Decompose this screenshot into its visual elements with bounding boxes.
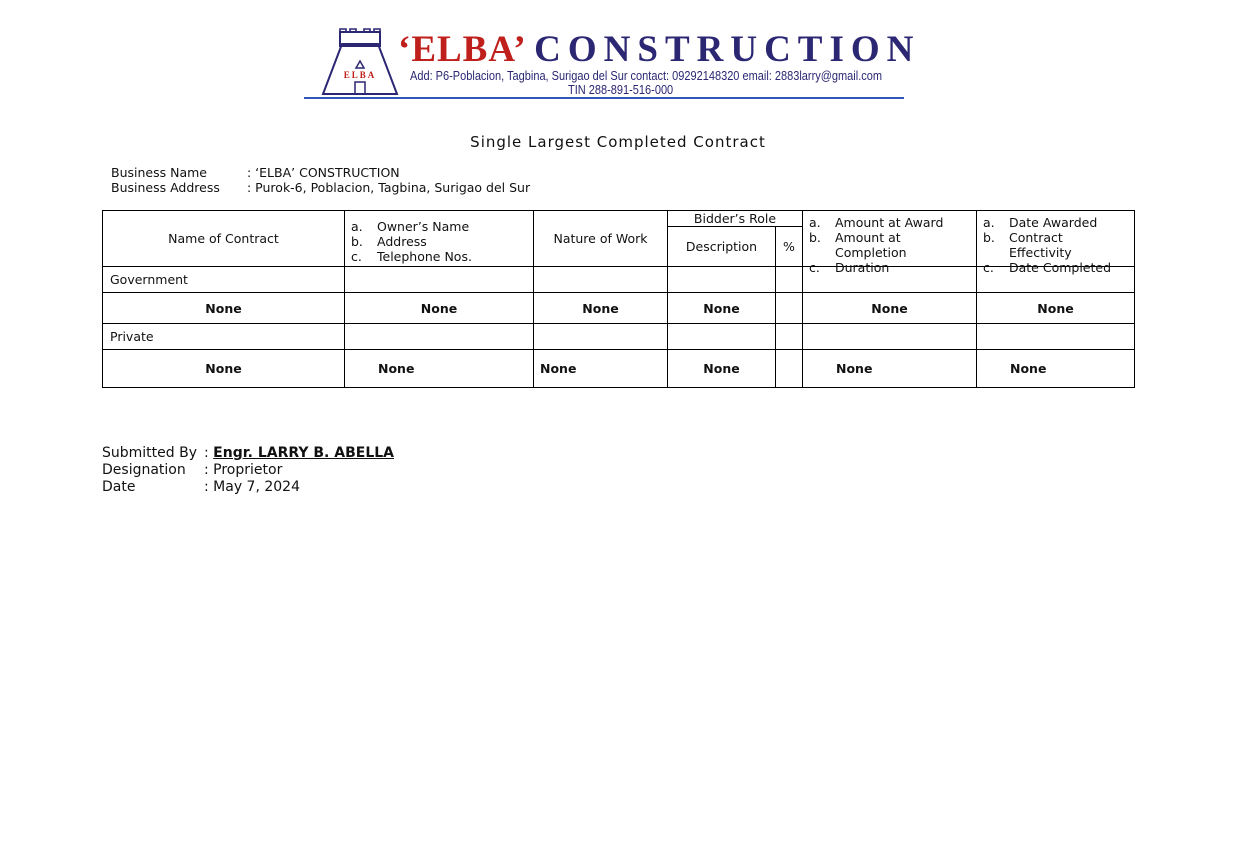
- government-amount: None: [803, 293, 977, 324]
- private-percent: [776, 350, 803, 388]
- designation-value: : Proprietor: [204, 462, 283, 478]
- header-dates: a. Date Awarded b. Contract Effectivity c. Date Completed: [977, 211, 1135, 267]
- government-owner: None: [345, 293, 534, 324]
- submitted-by-name: Engr. LARRY B. ABELLA: [213, 445, 394, 461]
- header-name-of-contract: Name of Contract: [103, 211, 345, 267]
- government-percent: [776, 293, 803, 324]
- section-label-government: Government: [103, 267, 345, 293]
- contract-table: [102, 210, 1135, 388]
- date-value: : May 7, 2024: [204, 479, 300, 495]
- business-name-value: : ‘ELBA’ CONSTRUCTION: [247, 165, 400, 180]
- government-nature-of-work: None: [534, 293, 668, 324]
- private-description: None: [668, 350, 776, 388]
- submitted-by-label: Submitted By: [102, 445, 197, 461]
- logo-text: ELBA: [343, 70, 377, 80]
- private-name-of-contract: None: [103, 350, 345, 388]
- section-label-private: Private: [103, 324, 345, 350]
- private-owner: None: [345, 350, 534, 388]
- header-nature-of-work: Nature of Work: [534, 211, 668, 267]
- header-percent: %: [776, 227, 803, 267]
- designation-label: Designation: [102, 462, 186, 478]
- section-row-government: [103, 267, 1135, 293]
- business-name-label: Business Name: [111, 165, 207, 180]
- business-address-value: : Purok-6, Poblacion, Tagbina, Surigao del Sur: [247, 180, 531, 195]
- private-nature-of-work: None: [534, 350, 668, 388]
- company-logo: [320, 28, 400, 96]
- document-title: Single Largest Completed Contract: [470, 133, 766, 151]
- private-amount: None: [803, 350, 977, 388]
- header-rule: [304, 97, 904, 99]
- business-address-label: Business Address: [111, 180, 220, 195]
- header-owner: a. Owner’s Name b. Address c. Telephone Nos.: [345, 211, 534, 267]
- government-name-of-contract: None: [103, 293, 345, 324]
- company-name: ‘ELBA’ CONSTRUCTION: [398, 29, 921, 70]
- government-dates: None: [977, 293, 1135, 324]
- header-amount: a. Amount at Award b. Amount at Completion c. Duration: [803, 211, 977, 267]
- table-row: [103, 350, 1135, 388]
- date-label: Date: [102, 479, 136, 495]
- company-address-line: Add: P6-Poblacion, Tagbina, Surigao del Sur contact: 09292148320 email: 2883larry@gmail.com: [410, 69, 883, 83]
- header-bidders-role: Bidder’s Role: [668, 211, 803, 227]
- table-row: [103, 293, 1135, 324]
- submitted-by-value: : Engr. LARRY B. ABELLA: [204, 445, 394, 461]
- company-tin-line: TIN 288-891-516-000: [568, 83, 674, 97]
- section-row-private: [103, 324, 1135, 350]
- header-description: Description: [668, 227, 776, 267]
- government-description: None: [668, 293, 776, 324]
- private-dates: None: [977, 350, 1135, 388]
